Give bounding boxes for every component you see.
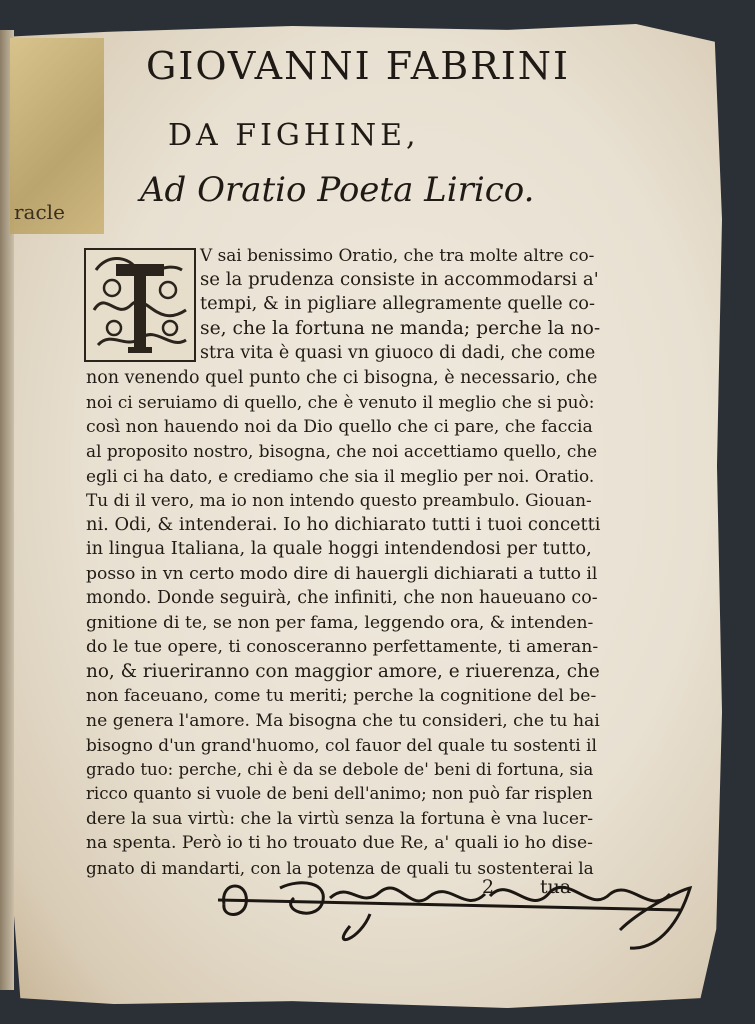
text-line: no, & riueriranno con maggior amore, e riuerenza, che xyxy=(86,660,600,682)
author-title: GIOVANNI FABRINI xyxy=(145,44,571,88)
catchword: tua xyxy=(540,876,572,898)
text-line: non faceuano, come tu meriti; perche la cognitione del be- xyxy=(86,686,597,706)
text-line: noi ci seruiamo di quello, che è venuto il meglio che si può: xyxy=(86,392,595,412)
text-line: Tu di il vero, ma io non intendo questo preambulo. Giouan- xyxy=(86,490,592,510)
ornament-icon xyxy=(86,250,194,360)
dedication-heading: Ad Oratio Poeta Lirico. xyxy=(140,170,535,210)
decorated-initial-t xyxy=(84,248,196,362)
text-line: ne genera l'amore. Ma bisogna che tu consideri, che tu hai xyxy=(86,710,600,731)
author-origin: DA FIGHINE, xyxy=(168,118,420,153)
text-line: ricco quanto si vuole de beni dell'animo; non può far risplen xyxy=(86,784,593,803)
text-line: bisogno d'un grand'huomo, col fauor del quale tu sostenti il xyxy=(86,735,597,755)
text-line: ni. Odi, & intenderai. Io ho dichiarato tutti i tuoi concetti xyxy=(86,513,601,535)
text-line: al proposito nostro, bisogna, che noi accettiamo quello, che xyxy=(86,441,598,461)
tape-fragment-text: racle xyxy=(14,200,65,224)
text-line: do le tue opere, ti conosceranno perfettamente, ti ameran- xyxy=(86,637,599,657)
text-line: in lingua Italiana, la quale hoggi intendendosi per tutto, xyxy=(86,538,592,559)
text-line: non venendo quel punto che ci bisogna, è necessario, che xyxy=(86,367,598,388)
text-line: egli ci ha dato, e crediamo che sia il meglio per noi. Oratio. xyxy=(86,465,595,486)
text-line: stra vita è quasi vn giuoco di dadi, che come xyxy=(200,343,596,363)
text-line: gnato di mandarti, con la potenza de quali tu sostenterai la xyxy=(86,857,594,878)
text-line: grado tuo: perche, chi è da se debole de' beni di fortuna, sia xyxy=(86,759,594,779)
page-number: 2 xyxy=(482,876,495,898)
text-line: posso in vn certo modo dire di hauergli dichiarati a tutto il xyxy=(86,563,598,584)
handwritten-signature xyxy=(210,870,700,960)
text-line: mondo. Donde seguirà, che infiniti, che non haueuano co- xyxy=(86,588,598,608)
text-line: na spenta. Però io ti ho trouato due Re, a' quali io ho dise- xyxy=(86,833,593,853)
text-line: così non hauendo noi da Dio quello che ci pare, che faccia xyxy=(86,416,593,437)
text-line: gnitione di te, se non per fama, leggendo ora, & intenden- xyxy=(86,612,594,633)
text-line: V sai benissimo Oratio, che tra molte altre co- xyxy=(200,245,595,265)
text-line: se la prudenza consiste in accommodarsi a' xyxy=(200,268,599,290)
text-line: tempi, & in pigliare allegramente quelle co- xyxy=(200,293,595,314)
text-line: se, che la fortuna ne manda; perche la no- xyxy=(200,317,601,339)
text-line: dere la sua virtù: che la virtù senza la fortuna è vna lucer- xyxy=(86,808,594,829)
